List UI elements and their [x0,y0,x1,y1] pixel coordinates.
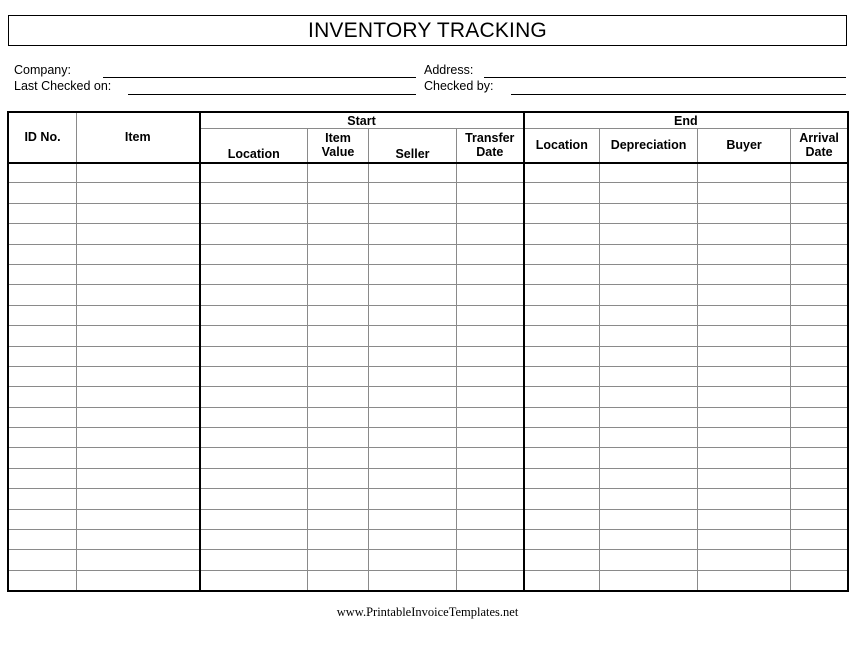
table-cell[interactable] [698,366,791,386]
table-cell[interactable] [457,489,524,509]
table-cell[interactable] [200,346,308,366]
table-row [9,570,848,590]
table-cell[interactable] [457,244,524,264]
table-cell[interactable] [600,570,698,590]
table-cell[interactable] [600,366,698,386]
table-cell[interactable] [791,264,848,284]
table-cell[interactable] [791,428,848,448]
table-cell[interactable] [600,468,698,488]
table-cell[interactable] [600,244,698,264]
table-cell[interactable] [200,203,308,223]
table-cell[interactable] [9,203,77,223]
table-cell[interactable] [77,530,200,550]
table-row [9,468,848,488]
table-cell[interactable] [791,224,848,244]
table-cell[interactable] [369,428,457,448]
table-cell[interactable] [457,550,524,570]
table-cell[interactable] [791,468,848,488]
table-cell[interactable] [457,448,524,468]
table-cell[interactable] [457,346,524,366]
table-cell[interactable] [77,387,200,407]
start-group-header: Start [200,113,524,129]
address-label: Address: [424,63,474,77]
table-cell[interactable] [600,183,698,203]
table-cell[interactable] [457,366,524,386]
table-cell[interactable] [524,366,600,386]
company-field[interactable] [103,77,416,78]
table-cell[interactable] [600,285,698,305]
start-col-header-2: Seller [369,129,457,163]
table-cell[interactable] [308,264,369,284]
table-cell[interactable] [698,530,791,550]
table-cell[interactable] [457,183,524,203]
table-cell[interactable] [600,224,698,244]
table-cell[interactable] [200,366,308,386]
table-cell[interactable] [457,163,524,183]
table-cell[interactable] [698,407,791,427]
table-cell[interactable] [698,448,791,468]
table-cell[interactable] [524,285,600,305]
table-row [9,203,848,223]
table-cell[interactable] [77,203,200,223]
table-cell[interactable] [308,570,369,590]
table-cell[interactable] [369,264,457,284]
table-cell[interactable] [77,509,200,529]
table-cell[interactable] [200,224,308,244]
table-cell[interactable] [308,428,369,448]
table-cell[interactable] [308,407,369,427]
table-cell[interactable] [369,346,457,366]
table-cell[interactable] [600,448,698,468]
table-cell[interactable] [77,244,200,264]
table-cell[interactable] [698,264,791,284]
table-cell[interactable] [9,163,77,183]
table-cell[interactable] [600,489,698,509]
table-row [9,305,848,325]
table-cell[interactable] [200,550,308,570]
table-cell[interactable] [457,509,524,529]
table-cell[interactable] [308,305,369,325]
table-cell[interactable] [457,285,524,305]
table-cell[interactable] [77,264,200,284]
table-cell[interactable] [457,264,524,284]
table-cell[interactable] [9,448,77,468]
table-cell[interactable] [524,550,600,570]
table-cell[interactable] [77,407,200,427]
page-title: INVENTORY TRACKING [8,15,847,46]
table-cell[interactable] [369,550,457,570]
table-cell[interactable] [791,163,848,183]
table-cell[interactable] [308,183,369,203]
table-cell[interactable] [9,468,77,488]
table-cell[interactable] [77,468,200,488]
table-cell[interactable] [9,264,77,284]
table-cell[interactable] [791,326,848,346]
company-label: Company: [14,63,71,77]
table-cell[interactable] [524,305,600,325]
table-cell[interactable] [308,346,369,366]
table-cell[interactable] [308,550,369,570]
table-cell[interactable] [369,305,457,325]
table-cell[interactable] [308,387,369,407]
table-cell[interactable] [791,550,848,570]
table-cell[interactable] [308,509,369,529]
table-cell[interactable] [369,285,457,305]
table-cell[interactable] [698,509,791,529]
table-row [9,387,848,407]
table-cell[interactable] [698,550,791,570]
table-row [9,366,848,386]
table-cell[interactable] [200,163,308,183]
table-cell[interactable] [524,244,600,264]
table-cell[interactable] [600,550,698,570]
table-cell[interactable] [9,346,77,366]
table-cell[interactable] [9,183,77,203]
table-cell[interactable] [200,530,308,550]
table-cell[interactable] [308,489,369,509]
table-cell[interactable] [369,509,457,529]
checked-by-field[interactable] [511,94,846,95]
table-cell[interactable] [9,570,77,590]
table-cell[interactable] [524,183,600,203]
table-cell[interactable] [200,264,308,284]
inventory-table [8,112,848,591]
table-cell[interactable] [698,285,791,305]
table-cell[interactable] [600,346,698,366]
table-cell[interactable] [369,366,457,386]
table-cell[interactable] [791,387,848,407]
table-cell[interactable] [524,387,600,407]
table-cell[interactable] [77,224,200,244]
table-cell[interactable] [369,244,457,264]
table-cell[interactable] [457,326,524,346]
table-cell[interactable] [457,203,524,223]
table-cell[interactable] [698,570,791,590]
table-cell[interactable] [524,203,600,223]
table-cell[interactable] [600,163,698,183]
table-cell[interactable] [698,346,791,366]
table-cell[interactable] [524,448,600,468]
start-col-header-0: Location [200,129,308,163]
table-cell[interactable] [524,264,600,284]
table-cell[interactable] [369,387,457,407]
table-cell[interactable] [200,468,308,488]
table-cell[interactable] [308,530,369,550]
end-col-header-0: Location [524,129,600,163]
table-cell[interactable] [77,550,200,570]
footer-url: www.PrintableInvoiceTemplates.net [336,605,519,619]
table-cell[interactable] [77,183,200,203]
table-cell[interactable] [600,203,698,223]
table-cell[interactable] [77,326,200,346]
table-cell[interactable] [791,346,848,366]
table-cell[interactable] [600,326,698,346]
table-cell[interactable] [524,468,600,488]
last-checked-field[interactable] [128,94,416,95]
table-row [9,285,848,305]
table-cell[interactable] [524,489,600,509]
table-cell[interactable] [791,570,848,590]
table-cell[interactable] [369,489,457,509]
table-cell[interactable] [308,224,369,244]
table-cell[interactable] [369,183,457,203]
table-cell[interactable] [524,509,600,529]
table-cell[interactable] [791,183,848,203]
table-cell[interactable] [791,305,848,325]
table-cell[interactable] [200,387,308,407]
table-cell[interactable] [9,224,77,244]
table-cell[interactable] [457,407,524,427]
table-cell[interactable] [791,530,848,550]
table-cell[interactable] [77,366,200,386]
table-cell[interactable] [9,326,77,346]
table-cell[interactable] [791,448,848,468]
table-row [9,509,848,529]
table-cell[interactable] [9,387,77,407]
table-cell[interactable] [308,203,369,223]
table-row [9,163,848,183]
table-cell[interactable] [698,468,791,488]
table-cell[interactable] [600,530,698,550]
table-cell[interactable] [308,366,369,386]
table-row [9,326,848,346]
table-row [9,346,848,366]
table-cell[interactable] [524,570,600,590]
end-group-header: End [524,113,848,129]
table-cell[interactable] [369,530,457,550]
table-cell[interactable] [698,428,791,448]
last-checked-label: Last Checked on: [14,79,112,93]
table-cell[interactable] [200,183,308,203]
end-col-header-3: Arrival Date [791,129,848,163]
table-cell[interactable] [9,305,77,325]
item-header: Item [77,113,200,163]
table-cell[interactable] [791,366,848,386]
table-cell[interactable] [524,326,600,346]
table-cell[interactable] [200,407,308,427]
table-cell[interactable] [308,244,369,264]
table-cell[interactable] [9,550,77,570]
table-cell[interactable] [600,264,698,284]
table-cell[interactable] [200,448,308,468]
table-row [9,407,848,427]
table-cell[interactable] [9,509,77,529]
table-cell[interactable] [369,203,457,223]
table-cell[interactable] [791,407,848,427]
table-cell[interactable] [200,428,308,448]
table-cell[interactable] [77,346,200,366]
table-cell[interactable] [369,407,457,427]
table-cell[interactable] [457,387,524,407]
table-cell[interactable] [457,530,524,550]
table-cell[interactable] [308,163,369,183]
table-cell[interactable] [791,285,848,305]
end-col-header-2: Buyer [698,129,791,163]
table-cell[interactable] [457,570,524,590]
checked-by-label: Checked by: [424,79,494,93]
table-cell[interactable] [9,366,77,386]
table-cell[interactable] [9,285,77,305]
start-col-header-3: Transfer Date [457,129,524,163]
table-cell[interactable] [369,163,457,183]
end-col-header-1: Depreciation [600,129,698,163]
table-cell[interactable] [9,244,77,264]
table-cell[interactable] [9,428,77,448]
table-cell[interactable] [698,183,791,203]
table-cell[interactable] [369,468,457,488]
table-cell[interactable] [77,448,200,468]
table-cell[interactable] [200,244,308,264]
table-cell[interactable] [698,489,791,509]
table-cell[interactable] [200,305,308,325]
table-row [9,448,848,468]
table-cell[interactable] [457,305,524,325]
table-cell[interactable] [200,326,308,346]
table-cell[interactable] [524,163,600,183]
table-cell[interactable] [698,387,791,407]
table-cell[interactable] [369,570,457,590]
table-cell[interactable] [77,428,200,448]
table-cell[interactable] [524,530,600,550]
table-cell[interactable] [600,407,698,427]
table-row [9,550,848,570]
id-header: ID No. [9,113,77,163]
table-cell[interactable] [77,285,200,305]
table-cell[interactable] [308,448,369,468]
table-cell[interactable] [200,489,308,509]
table-cell[interactable] [77,570,200,590]
table-cell[interactable] [524,407,600,427]
table-row [9,530,848,550]
table-cell[interactable] [791,489,848,509]
table-cell[interactable] [308,285,369,305]
table-cell[interactable] [791,509,848,529]
table-cell[interactable] [791,203,848,223]
table-cell[interactable] [369,224,457,244]
table-cell[interactable] [698,163,791,183]
table-cell[interactable] [600,428,698,448]
table-cell[interactable] [77,163,200,183]
address-field[interactable] [484,77,846,78]
table-row [9,244,848,264]
table-row [9,183,848,203]
table-cell[interactable] [698,305,791,325]
table-cell[interactable] [698,203,791,223]
table-cell[interactable] [9,407,77,427]
table-cell[interactable] [308,326,369,346]
table-cell[interactable] [791,244,848,264]
table-cell[interactable] [698,224,791,244]
table-cell[interactable] [369,326,457,346]
table-row [9,264,848,284]
table-cell[interactable] [200,285,308,305]
table-cell[interactable] [457,224,524,244]
table-cell[interactable] [524,224,600,244]
table-cell[interactable] [200,509,308,529]
table-row [9,489,848,509]
table-cell[interactable] [9,489,77,509]
table-cell[interactable] [698,326,791,346]
table-cell[interactable] [698,244,791,264]
table-cell[interactable] [600,387,698,407]
table-cell[interactable] [369,448,457,468]
table-row [9,224,848,244]
table-cell[interactable] [9,530,77,550]
table-cell[interactable] [308,468,369,488]
table-cell[interactable] [77,305,200,325]
start-col-header-1: Item Value [308,129,369,163]
table-cell[interactable] [600,509,698,529]
table-cell[interactable] [600,305,698,325]
table-cell[interactable] [524,346,600,366]
table-cell[interactable] [77,489,200,509]
table-cell[interactable] [524,428,600,448]
table-row [9,428,848,448]
table-cell[interactable] [457,468,524,488]
table-cell[interactable] [457,428,524,448]
table-cell[interactable] [200,570,308,590]
